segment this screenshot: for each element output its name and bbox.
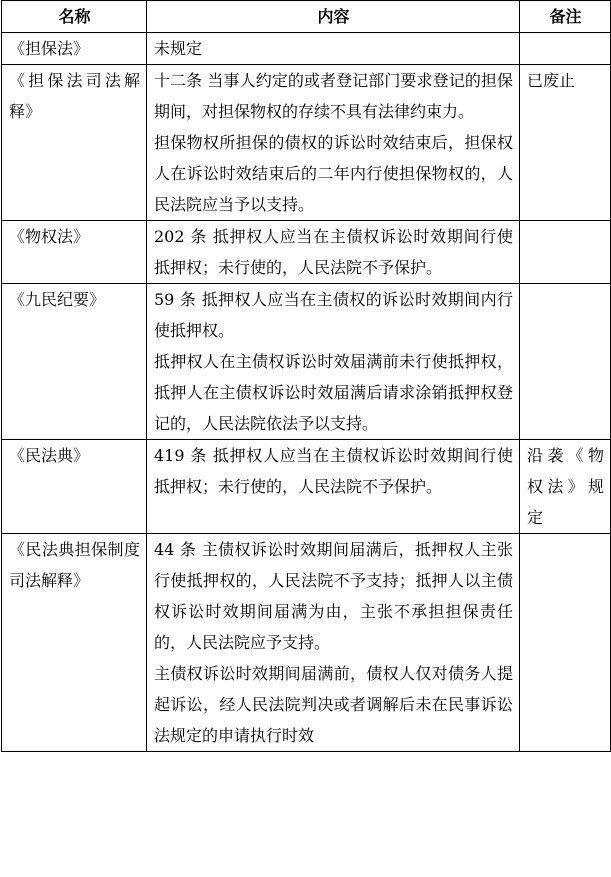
law-comparison-table: [1, 0, 611, 752]
cell-content: [147, 284, 520, 440]
cell-note: [520, 33, 611, 65]
content-paragraph: 主债权诉讼时效期间届满前，债权人仅对债务人提起诉讼，经人民法院判决或者调解后未在民事诉讼法规定的申请执行时效: [154, 664, 513, 745]
table-row: [2, 65, 611, 221]
content-paragraph: 202 条 抵押权人应当在主债权诉讼时效期间行使抵押权；未行使的，人民法院不予保护。: [154, 227, 513, 277]
cell-name: 《担保法》: [2, 33, 147, 65]
cell-content: [147, 440, 520, 534]
content-paragraph: 抵押权人在主债权诉讼时效届满前未行使抵押权，抵押人在主债权诉讼时效届满后请求涂销抵押权登记的，人民法院依法予以支持。: [154, 352, 513, 433]
cell-name: 《担保法司法解释》: [2, 65, 147, 221]
header-note: 备注: [520, 1, 611, 33]
header-content: 内容: [147, 1, 520, 33]
cell-name: 《九民纪要》: [2, 284, 147, 440]
content-paragraph: 419 条 抵押权人应当在主债权诉讼时效期间行使抵押权；未行使的，人民法院不予保护。: [154, 446, 513, 496]
cell-content: [147, 65, 520, 221]
content-paragraph: 44 条 主债权诉讼时效期间届满后，抵押权人主张行使抵押权的，人民法院不予支持；抵押人以主债权诉讼时效期间届满为由，主张不承担担保责任的，人民法院应予支持。: [154, 540, 513, 652]
table-row: [2, 440, 611, 534]
table-row: [2, 534, 611, 752]
table-row: [2, 221, 611, 284]
header-name: 名称: [2, 1, 147, 33]
cell-name: 《民法典》: [2, 440, 147, 534]
content-paragraph: 未规定: [154, 39, 203, 58]
cell-name: 《物权法》: [2, 221, 147, 284]
cell-note: [520, 284, 611, 440]
cell-content: [147, 221, 520, 284]
content-paragraph: 十二条 当事人约定的或者登记部门要求登记的担保期间，对担保物权的存续不具有法律约束力。: [154, 71, 513, 121]
content-paragraph: 担保物权所担保的债权的诉讼时效结束后，担保权人在诉讼时效结束后的二年内行使担保物权的，人民法院应当予以支持。: [154, 133, 513, 214]
header-row: [2, 1, 611, 33]
cell-note: 沿袭《物权法》规定: [520, 440, 611, 534]
table-row: [2, 284, 611, 440]
cell-note: [520, 221, 611, 284]
content-paragraph: 59 条 抵押权人应当在主债权的诉讼时效期间内行使抵押权。: [154, 290, 513, 340]
table-row: [2, 33, 611, 65]
cell-name: 《民法典担保制度司法解释》: [2, 534, 147, 752]
cell-content: [147, 33, 520, 65]
cell-content: [147, 534, 520, 752]
cell-note: [520, 534, 611, 752]
cell-note: 已废止: [520, 65, 611, 221]
